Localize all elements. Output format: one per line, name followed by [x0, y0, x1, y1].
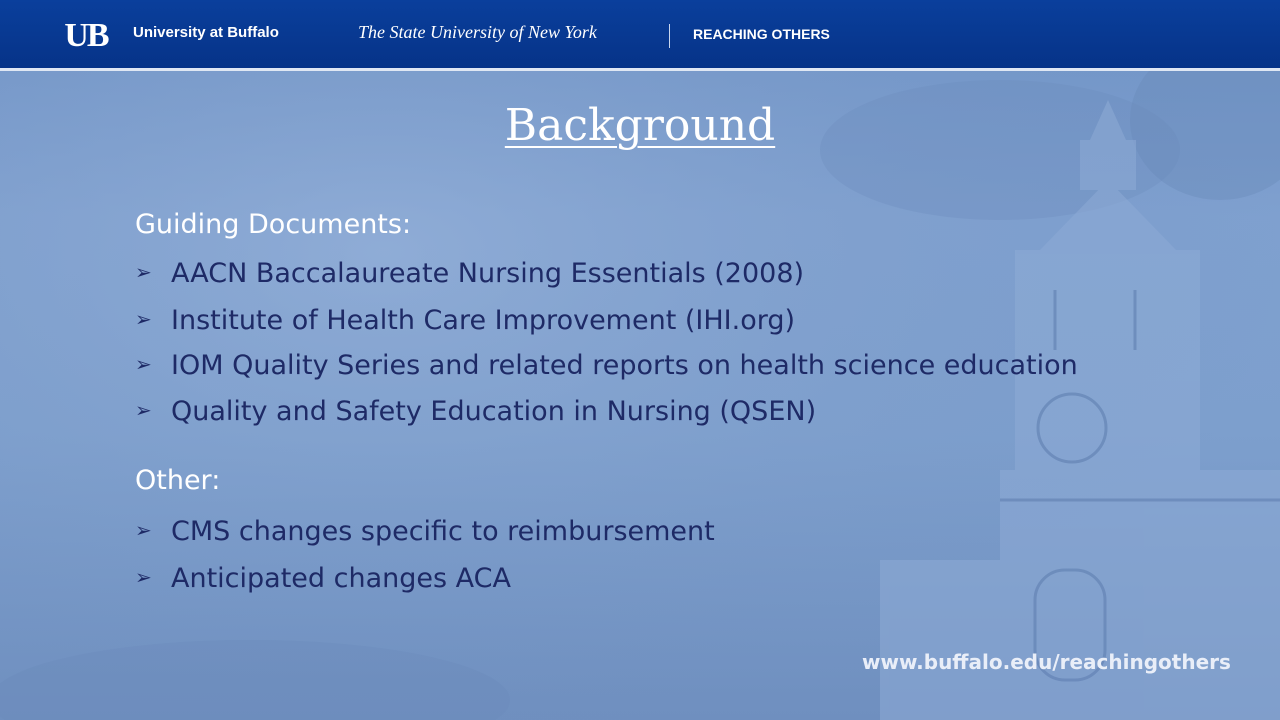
bullet-item [135, 396, 816, 427]
bullet-item [135, 516, 715, 547]
arrow-bullet-icon: ➢ [135, 518, 152, 542]
arrow-bullet-icon: ➢ [135, 260, 152, 284]
bullet-item [135, 305, 795, 336]
bullet-text: Institute of Health Care Improvement (IHI.org) [171, 305, 796, 336]
arrow-bullet-icon: ➢ [135, 398, 152, 422]
ub-logo-icon [44, 18, 128, 52]
university-name: University at Buffalo [133, 24, 279, 41]
section-heading-other: Other: [135, 465, 221, 496]
bullet-item [135, 258, 804, 289]
arrow-bullet-icon: ➢ [135, 352, 152, 376]
bullet-item [135, 350, 1078, 381]
arrow-bullet-icon: ➢ [135, 565, 152, 589]
section-heading-guiding: Guiding Documents: [135, 209, 412, 240]
bullet-text: IOM Quality Series and related reports on health science education [171, 350, 1078, 381]
slide-title: Background [504, 100, 776, 151]
tagline: REACHING OTHERS [693, 26, 830, 42]
bullet-text: Quality and Safety Education in Nursing (QSEN) [171, 396, 817, 427]
arrow-bullet-icon: ➢ [135, 307, 152, 331]
header-bar [0, 0, 1280, 71]
bullet-text: CMS changes specific to reimbursement [171, 516, 715, 547]
svg-text:UB: UB [64, 18, 108, 52]
suny-name: The State University of New York [358, 22, 597, 42]
bullet-text: Anticipated changes ACA [171, 563, 511, 594]
footer-url: www.buffalo.edu/reachingothers [862, 650, 1231, 674]
bullet-text: AACN Baccalaureate Nursing Essentials (2008) [171, 258, 805, 289]
header-divider [669, 24, 670, 48]
bullet-item [135, 563, 511, 594]
